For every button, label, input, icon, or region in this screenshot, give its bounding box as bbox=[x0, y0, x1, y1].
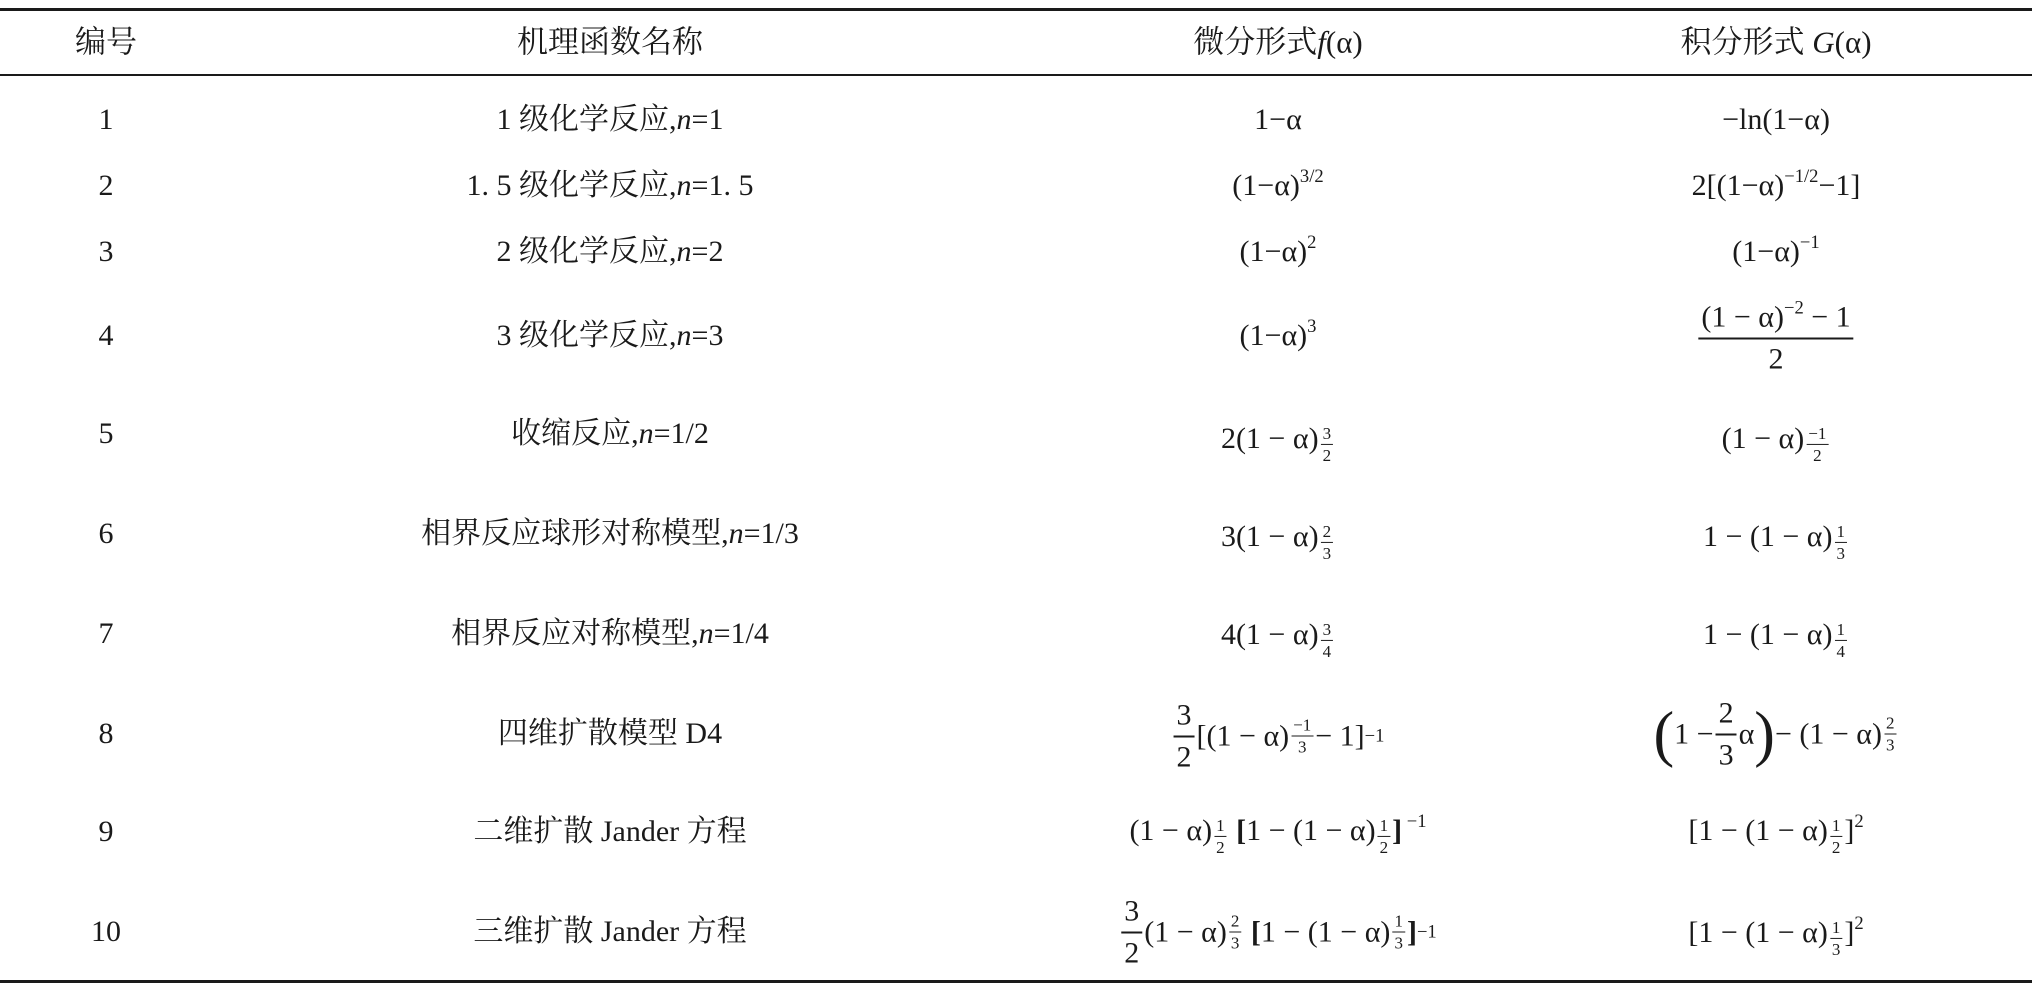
table-bottom-rule bbox=[0, 980, 2032, 983]
row-5-f-exp bbox=[1321, 425, 1334, 465]
row-3-f-base: (1−α) bbox=[1239, 235, 1308, 268]
row-10-f-exp1 bbox=[1229, 912, 1242, 952]
row-6-sep: , bbox=[721, 517, 729, 550]
row-6-f-exp-den: 3 bbox=[1322, 544, 1332, 564]
row-7-name-text: 相界反应对称模型 bbox=[451, 617, 692, 650]
row-7-f-exp-bar bbox=[1321, 640, 1334, 642]
row-2-n-value: =1. 5 bbox=[691, 169, 754, 202]
row-7-f-exp-den: 4 bbox=[1322, 642, 1332, 662]
row-10-f-close-bracket: ] bbox=[1406, 915, 1417, 948]
row-8-g-expr bbox=[1654, 698, 1899, 771]
row-1-integral: −ln(1−α) bbox=[1722, 103, 1830, 136]
row-3-differential bbox=[1239, 231, 1317, 268]
row-1-sep: , bbox=[669, 103, 677, 136]
row-8-f-exp-sign: − bbox=[1293, 715, 1303, 735]
row-10-f-coef-bar bbox=[1121, 931, 1142, 933]
row-8-g-coef bbox=[1716, 698, 1737, 771]
row-5-n-value: =1/2 bbox=[653, 417, 709, 450]
row-10-name: 三维扩散 Jander 方程 bbox=[473, 915, 747, 948]
row-10-g-exp1-den: 3 bbox=[1831, 940, 1841, 960]
row-4-name bbox=[497, 321, 724, 351]
row-6-g-exp-den: 3 bbox=[1836, 544, 1846, 564]
row-2-g-b: −1] bbox=[1818, 169, 1861, 202]
row-8-g-c: − (1 − α) bbox=[1774, 717, 1882, 750]
row-10-f-open-bracket: [ bbox=[1250, 915, 1261, 948]
row-7-g-exp bbox=[1835, 621, 1848, 661]
row-5-f-exp-num: 3 bbox=[1322, 423, 1332, 443]
row-5-g-exp-den: 2 bbox=[1813, 446, 1822, 466]
row-6-id: 6 bbox=[98, 517, 114, 550]
row-10-f-expr: $\frac{3}{2}$ (1 − α) $\frac{2}{3}$ [ 1 − (1 − α) $\frac{1}{3}$ ] −1 bbox=[1119, 896, 1436, 969]
row-7-n: n bbox=[698, 617, 714, 650]
row-8-g-exp-num: 2 bbox=[1886, 713, 1895, 733]
header-differential-arg: (α) bbox=[1325, 24, 1363, 60]
row-6-name bbox=[421, 519, 799, 549]
row-3-f-exp: 2 bbox=[1307, 231, 1317, 253]
row-8-f-exp-one: 1 bbox=[1302, 715, 1312, 735]
row-9-f-exp1-bar bbox=[1214, 836, 1227, 838]
row-8-f-coef-den: 2 bbox=[1176, 740, 1192, 773]
row-9-f-exp2-num: 1 bbox=[1379, 815, 1389, 835]
row-8-g-coef-num: 2 bbox=[1718, 696, 1734, 730]
row-2-f-base: (1−α) bbox=[1232, 169, 1300, 202]
row-4-f-exp: 3 bbox=[1307, 315, 1317, 337]
row-8-g-exp bbox=[1884, 714, 1897, 754]
row-8-name: 四维扩散模型 D4 bbox=[497, 717, 723, 750]
table-top-rule bbox=[0, 8, 2032, 11]
row-1-n: n bbox=[676, 103, 692, 136]
row-5-g-exp-sign: − bbox=[1808, 423, 1818, 443]
row-7-f-base: 4(1 − α) bbox=[1220, 617, 1319, 651]
row-7-g-exp-num: 1 bbox=[1836, 619, 1846, 639]
row-7-integral bbox=[1702, 617, 1849, 662]
header-differential-form bbox=[1193, 24, 1363, 60]
row-8-g-a: 1 − bbox=[1674, 717, 1714, 750]
header-id: 编号 bbox=[75, 24, 137, 60]
row-9-g-exp1-num: 1 bbox=[1831, 815, 1841, 835]
row-6-integral bbox=[1702, 519, 1849, 564]
row-5-g-exp-bar bbox=[1806, 444, 1828, 446]
row-8-id: 8 bbox=[98, 717, 114, 750]
row-8-f-exp-den: 3 bbox=[1297, 737, 1307, 757]
row-8-integral bbox=[1654, 698, 1899, 771]
row-10-f-exp2-den: 3 bbox=[1394, 933, 1403, 953]
row-5-f-exp-den: 2 bbox=[1322, 446, 1332, 466]
row-9-integral bbox=[1688, 810, 1864, 858]
row-4-differential bbox=[1239, 315, 1317, 352]
row-10-f-a: (1 − α) bbox=[1144, 915, 1227, 948]
row-8-g-coef-den: 3 bbox=[1718, 738, 1734, 771]
row-5-name bbox=[511, 419, 709, 449]
row-9-g-exp1-bar bbox=[1830, 836, 1843, 838]
row-5-g-base: (1 − α) bbox=[1721, 421, 1805, 455]
row-9-f-a: (1 − α) bbox=[1129, 813, 1213, 847]
row-1-name-text: 1 级化学反应 bbox=[496, 103, 670, 136]
row-10-f-c: 1 − (1 − α) bbox=[1260, 915, 1391, 948]
row-8-g-coef-bar bbox=[1716, 733, 1737, 735]
row-7-n-value: =1/4 bbox=[713, 617, 769, 650]
row-9-f-exp2-den: 2 bbox=[1379, 838, 1389, 858]
row-9-f-exp1-den: 2 bbox=[1216, 838, 1225, 858]
row-7-g-base: 1 − (1 − α) bbox=[1702, 617, 1833, 651]
row-7-differential bbox=[1220, 617, 1335, 662]
row-5-differential bbox=[1220, 421, 1335, 466]
row-4-g-num-b: − 1 bbox=[1803, 300, 1851, 334]
row-8-g-exp-bar bbox=[1884, 733, 1897, 735]
row-8-f-exp-num bbox=[1291, 716, 1313, 733]
row-3-name bbox=[497, 237, 724, 267]
row-4-n: n bbox=[676, 319, 692, 352]
row-5-integral bbox=[1721, 421, 1831, 466]
row-9-f-c: 1 − (1 − α) bbox=[1246, 813, 1376, 847]
row-3-integral bbox=[1732, 231, 1820, 268]
row-10-f-exp1-num: 2 bbox=[1230, 911, 1240, 931]
row-5-n: n bbox=[638, 417, 654, 450]
row-10-differential bbox=[1119, 896, 1436, 969]
row-10-f-coef-den: 2 bbox=[1124, 936, 1140, 969]
header-integral-form bbox=[1680, 24, 1872, 60]
row-4-g-num-a: (1 − α) bbox=[1701, 300, 1784, 334]
row-10-f-exp1-den: 3 bbox=[1230, 933, 1240, 953]
row-5-g-exp-one: 1 bbox=[1817, 423, 1827, 443]
row-7-f-exp bbox=[1321, 621, 1334, 661]
table-header-rule bbox=[0, 74, 2032, 76]
row-7-sep: , bbox=[691, 617, 699, 650]
header-integral-func: G bbox=[1812, 24, 1835, 60]
row-10-f-exp2-num: 1 bbox=[1394, 911, 1403, 931]
row-1-name bbox=[497, 105, 724, 135]
row-8-f-exp bbox=[1291, 716, 1313, 756]
header-integral-label: 积分形式 bbox=[1680, 24, 1813, 60]
row-1-n-value: =1 bbox=[691, 103, 724, 136]
row-8-f-b: [(1 − α) bbox=[1196, 719, 1290, 752]
row-4-g-num-exp: −2 bbox=[1783, 297, 1804, 319]
row-3-n: n bbox=[676, 235, 692, 268]
row-2-g-exp: −1/2 bbox=[1784, 165, 1819, 187]
row-9-f-exp2-bar bbox=[1378, 836, 1391, 838]
row-8-f-coef bbox=[1174, 700, 1195, 773]
row-4-n-value: =3 bbox=[691, 319, 724, 352]
row-6-f-base: 3(1 − α) bbox=[1220, 519, 1319, 553]
row-9-name: 二维扩散 Jander 方程 bbox=[473, 815, 747, 848]
row-7-f-exp-num: 3 bbox=[1322, 619, 1332, 639]
row-5-g-exp bbox=[1806, 425, 1828, 465]
row-10-g-b: ] bbox=[1844, 915, 1855, 949]
header-differential-label: 微分形式 bbox=[1193, 24, 1318, 60]
row-2-sep: , bbox=[669, 169, 677, 202]
row-10-integral bbox=[1688, 912, 1864, 960]
header-differential-func: f bbox=[1317, 24, 1326, 60]
row-2-differential bbox=[1232, 165, 1324, 202]
header-integral-arg: (α) bbox=[1834, 24, 1872, 60]
row-8-g-open-paren: ( bbox=[1653, 700, 1675, 768]
row-10-f-exp1-bar bbox=[1229, 931, 1242, 933]
row-4-g-numerator bbox=[1698, 297, 1853, 334]
row-8-f-coef-num: 3 bbox=[1176, 698, 1192, 732]
row-4-g-fraction bbox=[1698, 297, 1853, 375]
row-9-g-exp1 bbox=[1830, 817, 1843, 857]
row-9-f-close-bracket: ] bbox=[1392, 813, 1403, 847]
row-6-n-value: =1/3 bbox=[743, 517, 799, 550]
row-10-g-exp1 bbox=[1830, 919, 1843, 959]
row-3-n-value: =2 bbox=[691, 235, 724, 268]
row-6-g-exp bbox=[1835, 523, 1848, 563]
row-9-g-exp1-den: 2 bbox=[1831, 838, 1841, 858]
row-6-g-exp-num: 1 bbox=[1836, 521, 1846, 541]
row-8-g-close-paren: ) bbox=[1754, 700, 1775, 768]
row-2-f-exp: 3/2 bbox=[1299, 165, 1324, 187]
row-9-id: 9 bbox=[98, 815, 114, 848]
row-10-f-coef-num: 3 bbox=[1124, 894, 1140, 928]
row-2-integral bbox=[1691, 165, 1861, 202]
row-8-f-expr: $\frac{3}{2}$ [(1 − α) $\frac{-1}{3}$ − 1] −1 bbox=[1172, 700, 1385, 773]
row-5-f-base: 2(1 − α) bbox=[1220, 421, 1319, 455]
header-name: 机理函数名称 bbox=[517, 24, 703, 60]
row-10-f-exp2-bar bbox=[1392, 931, 1405, 933]
row-1-differential: 1−α bbox=[1254, 103, 1302, 136]
row-6-g-exp-bar bbox=[1835, 542, 1848, 544]
row-6-f-exp-bar bbox=[1321, 542, 1334, 544]
row-10-g-exp1-bar bbox=[1830, 938, 1843, 940]
row-3-sep: , bbox=[669, 235, 677, 268]
row-5-g-exp-num bbox=[1806, 425, 1828, 442]
row-2-id: 2 bbox=[98, 169, 114, 202]
row-5-name-text: 收缩反应 bbox=[511, 417, 632, 450]
row-9-f-open-bracket: [ bbox=[1236, 813, 1247, 847]
row-10-g-exp2: 2 bbox=[1854, 912, 1864, 934]
row-9-g-a: [1 − (1 − α) bbox=[1688, 813, 1828, 847]
row-2-n: n bbox=[676, 169, 692, 202]
row-9-g-exp2: 2 bbox=[1854, 810, 1864, 832]
row-2-name bbox=[467, 171, 754, 201]
row-3-name-text: 2 级化学反应 bbox=[496, 235, 670, 268]
row-9-g-b: ] bbox=[1844, 813, 1855, 847]
row-8-differential bbox=[1172, 700, 1385, 773]
row-7-name bbox=[451, 619, 769, 649]
row-1-id: 1 bbox=[98, 103, 114, 136]
row-8-g-exp-den: 3 bbox=[1886, 735, 1895, 755]
row-3-g-base: (1−α) bbox=[1732, 235, 1800, 268]
row-9-differential bbox=[1129, 810, 1427, 858]
row-6-g-base: 1 − (1 − α) bbox=[1702, 519, 1833, 553]
row-8-g-b: α bbox=[1738, 717, 1755, 750]
row-4-id: 4 bbox=[98, 319, 114, 352]
row-9-f-exp3: −1 bbox=[1402, 810, 1427, 832]
row-8-f-coef-bar bbox=[1174, 735, 1195, 737]
row-5-sep: , bbox=[631, 417, 639, 450]
row-10-f-exp2 bbox=[1392, 912, 1405, 952]
row-7-g-exp-den: 4 bbox=[1836, 642, 1846, 662]
row-8-f-exp-bar bbox=[1291, 735, 1313, 737]
row-4-name-text: 3 级化学反应 bbox=[496, 319, 670, 352]
row-10-g-a: [1 − (1 − α) bbox=[1688, 915, 1828, 949]
row-9-f-exp1-num: 1 bbox=[1216, 815, 1225, 835]
row-3-id: 3 bbox=[98, 235, 114, 268]
row-5-id: 5 bbox=[98, 417, 114, 450]
row-6-name-text: 相界反应球形对称模型 bbox=[421, 517, 722, 550]
row-4-sep: , bbox=[669, 319, 677, 352]
row-10-f-coef bbox=[1121, 896, 1142, 969]
row-4-g-fraction-bar bbox=[1698, 337, 1853, 339]
row-3-g-exp: −1 bbox=[1799, 231, 1820, 253]
row-2-g-a: 2[(1−α) bbox=[1691, 169, 1785, 202]
row-9-f-exp1 bbox=[1214, 817, 1227, 857]
row-10-g-exp1-num: 1 bbox=[1831, 917, 1841, 937]
row-4-g-denominator: 2 bbox=[1768, 342, 1784, 375]
row-2-name-text: 1. 5 级化学反应 bbox=[466, 169, 670, 202]
row-4-integral bbox=[1696, 297, 1855, 375]
row-6-f-exp-num: 2 bbox=[1322, 521, 1332, 541]
row-5-f-exp-bar bbox=[1321, 444, 1334, 446]
row-7-g-exp-bar bbox=[1835, 640, 1848, 642]
row-9-f-exp2 bbox=[1378, 817, 1391, 857]
row-10-id: 10 bbox=[91, 915, 121, 948]
row-6-differential bbox=[1220, 519, 1335, 564]
row-8-f-c: − 1] bbox=[1315, 719, 1365, 752]
row-6-f-exp bbox=[1321, 523, 1334, 563]
row-4-f-base: (1−α) bbox=[1239, 319, 1308, 352]
row-6-n: n bbox=[728, 517, 744, 550]
row-7-id: 7 bbox=[98, 617, 114, 650]
